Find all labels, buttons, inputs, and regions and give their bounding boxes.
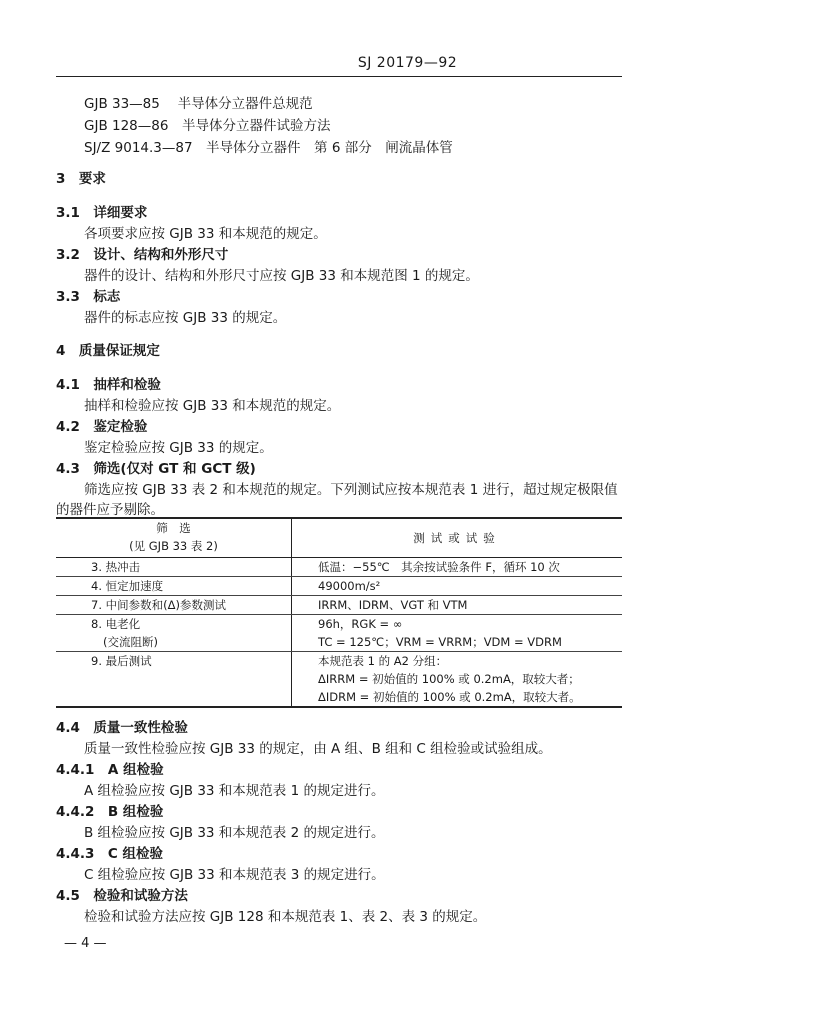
- section-4-5-body: 检验和试验方法应按 GJB 128 和本规范表 1、表 2、表 3 的规定。: [84, 909, 487, 925]
- section-4-3-title: 4.3 筛选(仅对 GT 和 GCT 级): [56, 461, 256, 477]
- table-header-test: 测试或试验: [292, 518, 623, 558]
- table-cell-test: [292, 615, 623, 652]
- section-4-3-body-line2: 的器件应予剔除。: [56, 502, 164, 518]
- section-4-4-1-title: 4.4.1 A 组检验: [56, 762, 164, 778]
- reference-gjb128: GJB 128—86 半导体分立器件试验方法: [84, 118, 331, 134]
- section-4-title: 4 质量保证规定: [56, 343, 160, 359]
- cell-text: 7. 中间参数和(Δ)参数测试: [91, 598, 226, 612]
- cell-text: 9. 最后测试: [91, 654, 152, 668]
- section-4-5-title: 4.5 检验和试验方法: [56, 888, 188, 904]
- section-3-2-title: 3.2 设计、结构和外形尺寸: [56, 247, 229, 263]
- table-cell-screen: [56, 577, 292, 596]
- section-4-4-3-title: 4.4.3 C 组检验: [56, 846, 164, 862]
- reference-sjz9014: SJ/Z 9014.3—87 半导体分立器件 第 6 部分 闸流晶体管: [84, 140, 453, 156]
- table-cell-test: [292, 596, 623, 615]
- section-3-3-body: 器件的标志应按 GJB 33 的规定。: [84, 310, 287, 326]
- table-header-screening: [56, 518, 292, 558]
- cell-text: 3. 热冲击: [91, 560, 141, 574]
- section-4-1-body: 抽样和检验应按 GJB 33 和本规范的规定。: [84, 398, 341, 414]
- table-cell-test: [292, 652, 623, 708]
- section-4-2-body: 鉴定检验应按 GJB 33 的规定。: [84, 440, 273, 456]
- table-header-screening-label: 筛 选: [156, 521, 191, 535]
- section-4-4-body: 质量一致性检验应按 GJB 33 的规定，由 A 组、B 组和 C 组检验或试验组成。: [84, 741, 552, 757]
- section-4-1-title: 4.1 抽样和检验: [56, 377, 161, 393]
- table-cell-screen: [56, 596, 292, 615]
- section-3-2-body: 器件的设计、结构和外形尺寸应按 GJB 33 和本规范图 1 的规定。: [84, 268, 479, 284]
- section-4-4-2-title: 4.4.2 B 组检验: [56, 804, 164, 820]
- section-3-3-title: 3.3 标志: [56, 289, 121, 305]
- section-3-title: 3 要求: [56, 171, 106, 187]
- cell-text: ΔIDRM = 初始值的 100% 或 0.2mA，取较大者。: [318, 690, 581, 704]
- section-4-4-3-body: C 组检验应按 GJB 33 和本规范表 3 的规定进行。: [84, 867, 385, 883]
- cell-text: 49000m/s²: [318, 579, 381, 593]
- table-row: [56, 652, 622, 708]
- cell-text: ΔIRRM = 初始值的 100% 或 0.2mA，取较大者；: [318, 672, 580, 686]
- cell-text: IRRM、IDRM、VGT 和 VTM: [318, 598, 468, 612]
- table-cell-screen: [56, 652, 292, 708]
- reference-gjb33: GJB 33—85 半导体分立器件总规范: [84, 96, 313, 112]
- table-row: [56, 596, 622, 615]
- table-cell-test: [292, 577, 623, 596]
- table-cell-screen: [56, 558, 292, 577]
- page-number: — 4 —: [64, 936, 107, 951]
- cell-text: 8. 电老化: [91, 617, 141, 631]
- table-header-screening-ref: (见 GJB 33 表 2): [129, 539, 218, 553]
- header-rule: [56, 76, 622, 77]
- table-header-row: [56, 518, 622, 558]
- section-3-1-body: 各项要求应按 GJB 33 和本规范的规定。: [84, 226, 327, 242]
- section-4-2-title: 4.2 鉴定检验: [56, 419, 148, 435]
- section-4-4-1-body: A 组检验应按 GJB 33 和本规范表 1 的规定进行。: [84, 783, 385, 799]
- cell-text: TC = 125℃；VRM = VRRM；VDM = VDRM: [318, 635, 562, 649]
- screening-table: [56, 517, 622, 708]
- cell-text: 96h，RGK = ∞: [318, 617, 403, 631]
- cell-text: (交流阻断): [103, 635, 158, 649]
- table-row: [56, 577, 622, 596]
- table-cell-screen: [56, 615, 292, 652]
- cell-text: 4. 恒定加速度: [91, 579, 164, 593]
- section-4-3-body-line1: 筛选应按 GJB 33 表 2 和本规范的规定。下列测试应按本规范表 1 进行，超过规定极限值: [84, 482, 618, 498]
- table-row: [56, 558, 622, 577]
- section-3-1-title: 3.1 详细要求: [56, 205, 148, 221]
- doc-number: SJ 20179—92: [357, 55, 458, 71]
- cell-text: 低温：−55℃ 其余按试验条件 F，循环 10 次: [318, 560, 560, 574]
- cell-text: 本规范表 1 的 A2 分组：: [318, 654, 448, 668]
- table-row: [56, 615, 622, 652]
- table-cell-test: [292, 558, 623, 577]
- section-4-4-title: 4.4 质量一致性检验: [56, 720, 188, 736]
- section-4-4-2-body: B 组检验应按 GJB 33 和本规范表 2 的规定进行。: [84, 825, 385, 841]
